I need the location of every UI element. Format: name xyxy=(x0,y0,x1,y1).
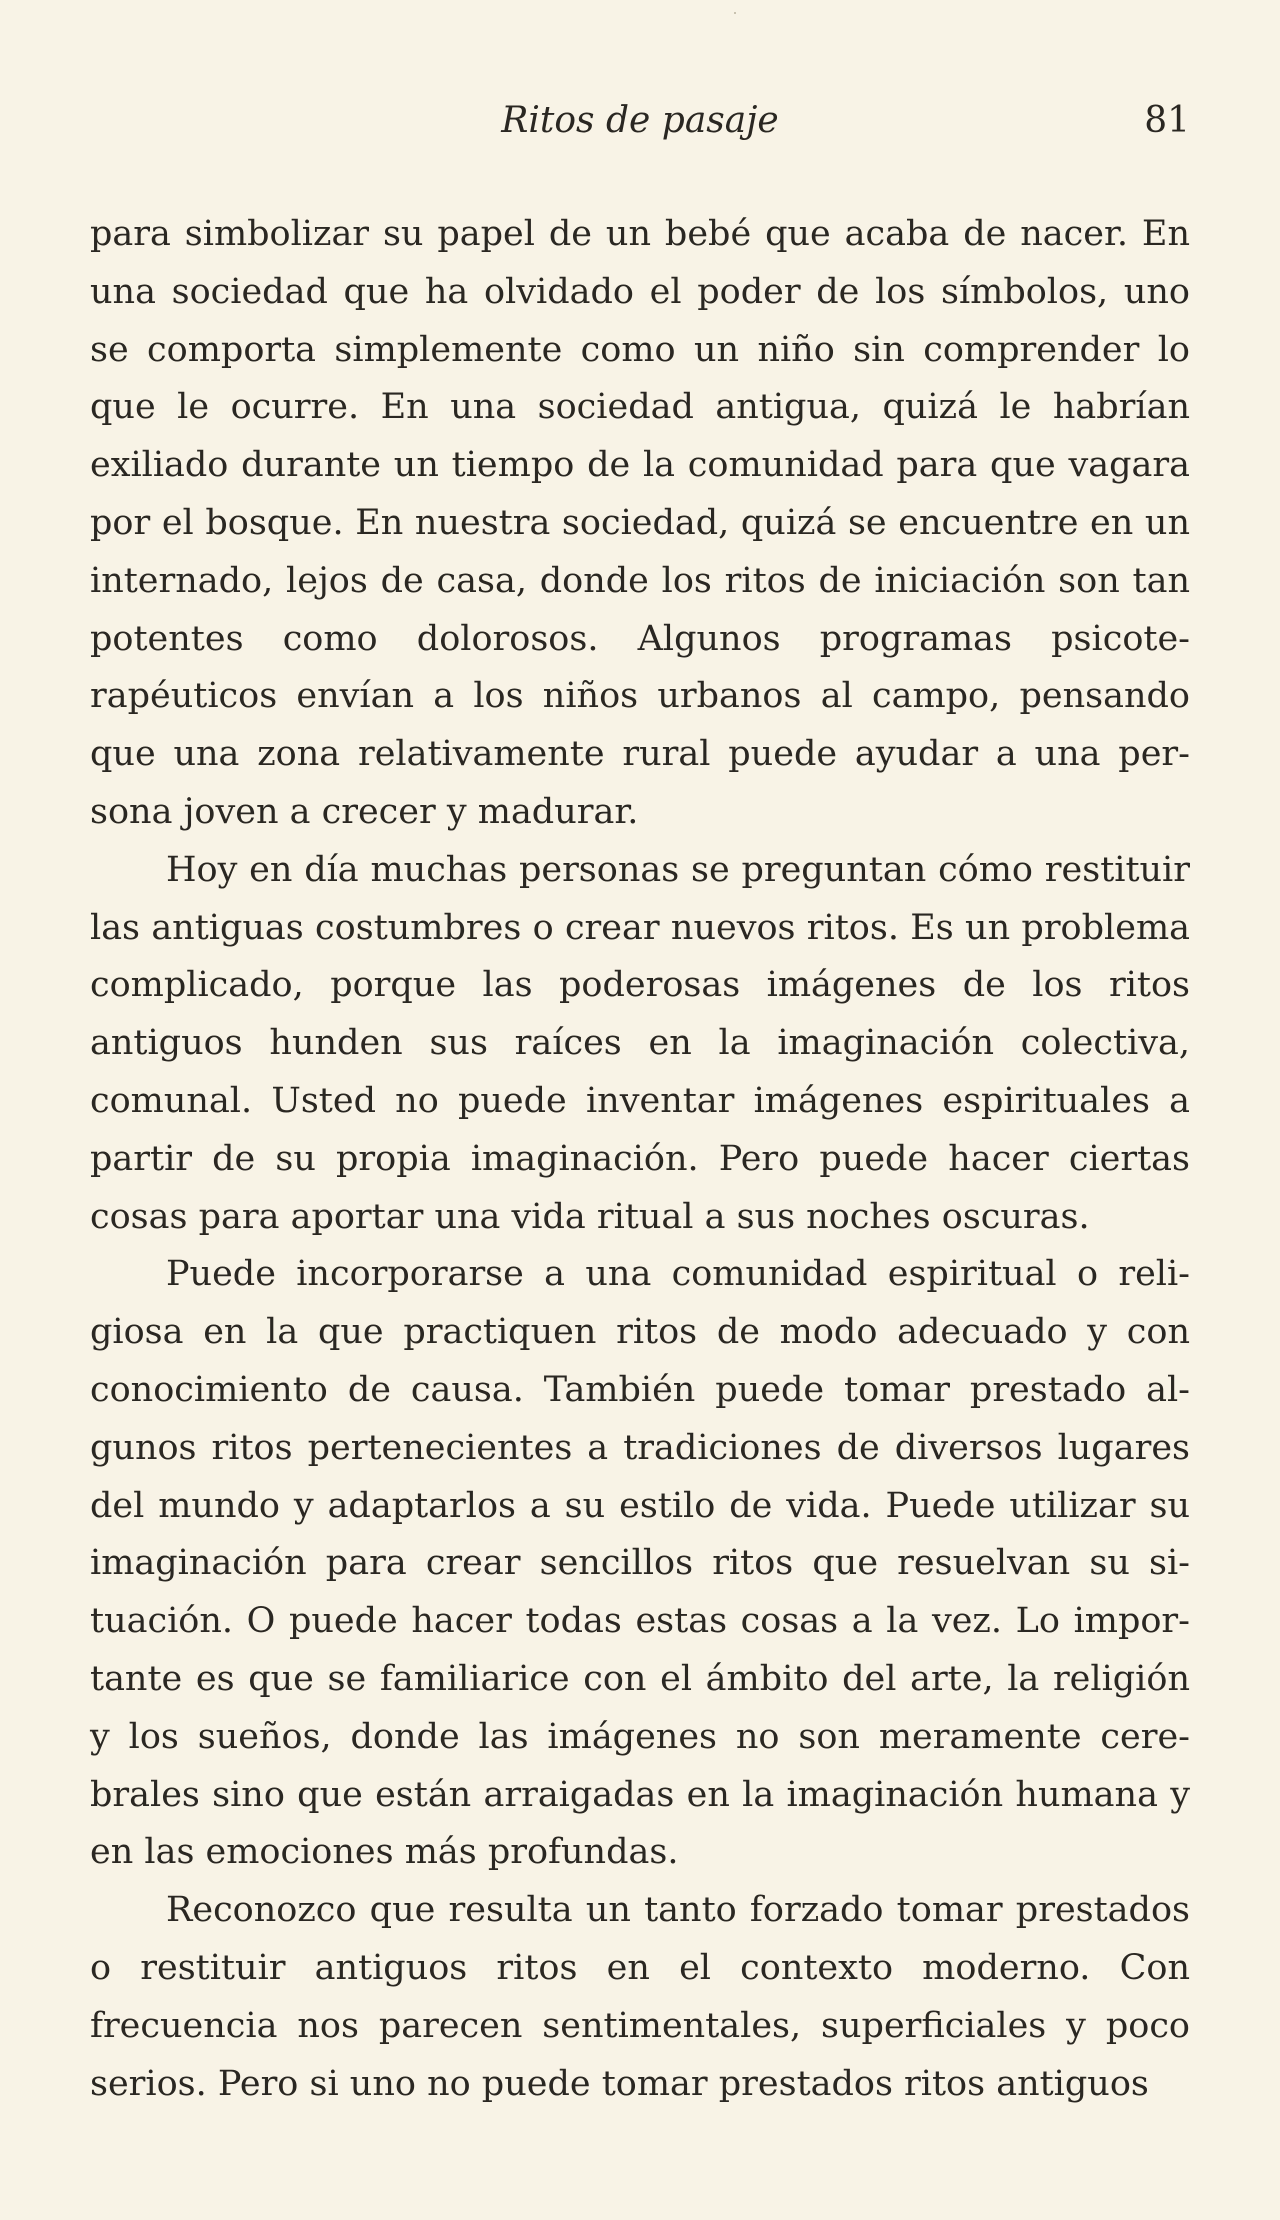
paragraph-2: Hoy en día muchas personas se preguntan cómo restituir las antiguas costumbres o crear nuevos ritos. Es un problema complicado, porque las poderosas imágenes de los ritos antiguos hunden sus raíces en la imaginación colectiva, comunal. Usted no puede inventar imágenes espirituales a partir de su propia imaginación. Pero puede hacer ciertas cosas para aportar una vida ritual a sus noches oscuras. xyxy=(90,849,1190,1237)
paragraph-1: para simbolizar su papel de un bebé que acaba de nacer. En una sociedad que ha olvidado el poder de los símbolos, uno se comporta simplemente como un niño sin comprender lo que le ocurre. En una sociedad antigua, quizá le habrían exiliado durante un tiempo de la comunidad para que vagara por el bosque. En nuestra sociedad, quizá se encuentre en un internado, lejos de casa, donde los ritos de iniciación son tan potentes como dolorosos. Algunos programas psicoterapéuticos envían a los niños urbanos al campo, pensando que una zona relativamente rural puede ayudar a una persona joven a crecer y madurar. xyxy=(90,214,1190,832)
page-number: 81 xyxy=(1144,100,1190,141)
paragraph-4: Reconozco que resulta un tanto forzado tomar prestados o restituir antiguos ritos en el contexto moderno. Con frecuencia nos parecen sentimentales, superficiales y poco serios. Pero si uno no puede tomar prestados ritos antiguos xyxy=(90,1890,1190,2104)
running-title: Ritos de pasaje xyxy=(501,100,779,141)
print-speck xyxy=(734,12,736,14)
body-text xyxy=(90,206,1190,2113)
running-header xyxy=(90,96,1190,146)
paragraph-3: Puede incorporarse a una comunidad espiritual o religiosa en la que practiquen ritos de modo adecuado y con conocimiento de causa. También puede tomar prestado algunos ritos pertenecientes a tradiciones de diversos lugares del mundo y adaptarlos a su estilo de vida. Puede utilizar su imaginación para crear sencillos ritos que resuelvan su situación. O puede hacer todas estas cosas a la vez. Lo importante es que se familiarice con el ámbito del arte, la religión y los sueños, donde las imágenes no son meramente cerebrales sino que están arraigadas en la imaginación humana y en las emociones más profundas. xyxy=(90,1254,1190,1873)
